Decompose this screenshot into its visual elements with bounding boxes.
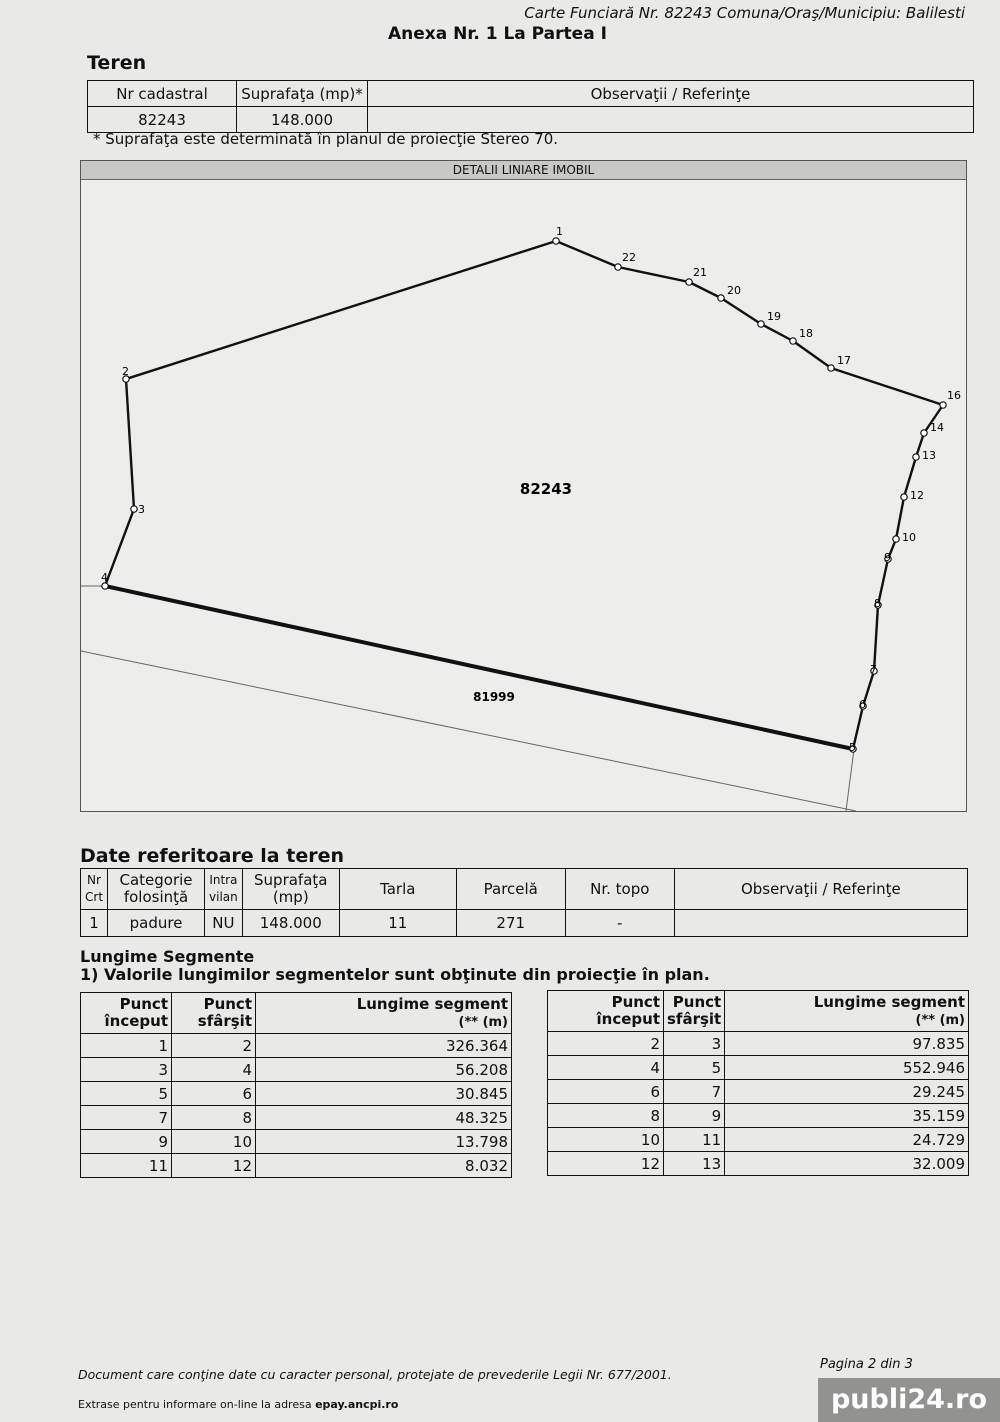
vertex-label: 10 — [902, 531, 916, 544]
plan-drawing — [81, 161, 966, 811]
col-punct-inceput: Punct început — [548, 991, 664, 1032]
segment-length: 48.325 — [256, 1106, 512, 1130]
parcel-plan — [80, 160, 967, 812]
segment-start: 6 — [548, 1080, 664, 1104]
col-lungime-segment: Lungime segment (** (m) — [256, 993, 512, 1034]
segment-length: 35.159 — [725, 1104, 969, 1128]
segment-row — [81, 1034, 512, 1058]
vertex-label: 22 — [622, 251, 636, 264]
personal-data-notice: Document care conţine date cu caracter personal, protejate de prevederile Legii Nr. 677/2001. — [78, 1367, 672, 1382]
vertex-marker — [921, 430, 927, 436]
segment-length: 8.032 — [256, 1154, 512, 1178]
vertex-marker — [718, 295, 724, 301]
vertex-label: 1 — [556, 225, 563, 238]
segment-length: 32.009 — [725, 1152, 969, 1176]
segment-length: 13.798 — [256, 1130, 512, 1154]
vertex-label: 8 — [874, 597, 881, 610]
plan-band-title: DETALII LINIARE IMOBIL — [81, 161, 966, 180]
segment-start: 3 — [81, 1058, 172, 1082]
cell-intravilan: NU — [205, 910, 243, 937]
vertex-label: 20 — [727, 284, 741, 297]
segments-table-left — [80, 992, 512, 1178]
vertex-label: 13 — [922, 449, 936, 462]
segment-end: 12 — [172, 1154, 256, 1178]
cell-observatii-teren — [674, 910, 967, 937]
epay-link[interactable]: epay.ancpi.ro — [315, 1398, 399, 1411]
vertex-label: 5 — [849, 741, 856, 754]
segment-start: 5 — [81, 1082, 172, 1106]
vertex-label: 18 — [799, 327, 813, 340]
segment-start: 1 — [81, 1034, 172, 1058]
vertex-marker — [901, 494, 907, 500]
vertex-marker — [940, 402, 946, 408]
cell-nr-topo: - — [565, 910, 674, 937]
parcel-label: 82243 — [519, 480, 573, 498]
col-punct-sfarsit: Punct sfârşit — [172, 993, 256, 1034]
segment-length: 30.845 — [256, 1082, 512, 1106]
segment-start: 7 — [81, 1106, 172, 1130]
document-header: Carte Funciară Nr. 82243 Comuna/Oraş/Municipiu: Balilesti — [524, 4, 965, 22]
vertex-label: 2 — [122, 365, 129, 378]
segment-start: 12 — [548, 1152, 664, 1176]
vertex-marker — [913, 454, 919, 460]
teren-title: Teren — [87, 52, 147, 74]
neighbor-parcel-label: 81999 — [473, 690, 515, 704]
cell-nr-crt: 1 — [81, 910, 108, 937]
extract-notice: Extrase pentru informare on-line la adresa epay.ancpi.ro — [78, 1398, 399, 1411]
segment-start: 2 — [548, 1032, 664, 1056]
segment-row — [81, 1130, 512, 1154]
col-nr-cadastral: Nr cadastral — [88, 81, 237, 107]
col-observatii-teren: Observaţii / Referinţe — [674, 869, 967, 910]
segment-end: 7 — [664, 1080, 725, 1104]
page-number: Pagina 2 din 3 — [820, 1357, 913, 1372]
segment-row — [548, 1128, 969, 1152]
col-punct-inceput: Punct început — [81, 993, 172, 1034]
segments-title: Lungime Segmente — [80, 947, 255, 966]
segment-length: 97.835 — [725, 1032, 969, 1056]
segments-note: 1) Valorile lungimilor segmentelor sunt obţinute din proiecţie în plan. — [80, 965, 710, 984]
vertex-label: 14 — [930, 421, 944, 434]
col-intravilan: Intra vilan — [205, 869, 243, 910]
col-lungime-segment: Lungime segment (** (m) — [725, 991, 969, 1032]
vertex-label: 7 — [870, 663, 877, 676]
segment-end: 9 — [664, 1104, 725, 1128]
col-categorie: Categorie folosinţă — [108, 869, 205, 910]
vertex-marker — [131, 506, 137, 512]
segment-row — [81, 1154, 512, 1178]
segment-end: 11 — [664, 1128, 725, 1152]
segment-row — [548, 1080, 969, 1104]
vertex-marker — [828, 365, 834, 371]
vertex-label: 16 — [947, 389, 961, 402]
segment-row — [81, 1082, 512, 1106]
cell-categorie: padure — [108, 910, 205, 937]
segment-end: 3 — [664, 1032, 725, 1056]
segment-end: 5 — [664, 1056, 725, 1080]
segment-end: 10 — [172, 1130, 256, 1154]
segment-length: 24.729 — [725, 1128, 969, 1152]
vertex-label: 6 — [859, 698, 866, 711]
date-teren-title: Date referitoare la teren — [80, 845, 344, 867]
vertex-marker — [790, 338, 796, 344]
segment-length: 56.208 — [256, 1058, 512, 1082]
vertex-label: 4 — [101, 571, 108, 584]
segment-row — [548, 1032, 969, 1056]
segment-length: 552.946 — [725, 1056, 969, 1080]
segment-length: 326.364 — [256, 1034, 512, 1058]
cell-tarla: 11 — [339, 910, 456, 937]
segment-row — [548, 1152, 969, 1176]
segment-length: 29.245 — [725, 1080, 969, 1104]
vertex-label: 9 — [884, 551, 891, 564]
vertex-label: 12 — [910, 489, 924, 502]
cell-nr-cadastral: 82243 — [88, 107, 237, 133]
col-nr-topo: Nr. topo — [565, 869, 674, 910]
date-teren-table — [80, 868, 968, 937]
segment-end: 8 — [172, 1106, 256, 1130]
cell-parcela: 271 — [456, 910, 565, 937]
vertex-label: 19 — [767, 310, 781, 323]
segment-row — [81, 1106, 512, 1130]
segment-start: 4 — [548, 1056, 664, 1080]
segment-row — [81, 1058, 512, 1082]
vertex-marker — [758, 321, 764, 327]
col-tarla: Tarla — [339, 869, 456, 910]
col-suprafata: Suprafaţa (mp)* — [237, 81, 368, 107]
vertex-marker — [893, 536, 899, 542]
cell-suprafata-teren: 148.000 — [242, 910, 339, 937]
segment-row — [548, 1056, 969, 1080]
vertex-marker — [553, 238, 559, 244]
segment-row — [548, 1104, 969, 1128]
projection-note: * Suprafaţa este determinată în planul de proiecţie Stereo 70. — [93, 130, 559, 148]
col-observatii: Observaţii / Referinţe — [368, 81, 974, 107]
segment-start: 9 — [81, 1130, 172, 1154]
segment-end: 13 — [664, 1152, 725, 1176]
vertex-marker — [615, 264, 621, 270]
vertex-marker — [686, 279, 692, 285]
vertex-label: 17 — [837, 354, 851, 367]
vertex-label: 3 — [138, 503, 145, 516]
segment-start: 8 — [548, 1104, 664, 1128]
segment-end: 6 — [172, 1082, 256, 1106]
segments-table-right — [547, 990, 969, 1176]
col-parcela: Parcelă — [456, 869, 565, 910]
cell-observatii — [368, 107, 974, 133]
teren-table — [87, 80, 974, 133]
segment-start: 11 — [81, 1154, 172, 1178]
vertex-label: 21 — [693, 266, 707, 279]
segment-end: 4 — [172, 1058, 256, 1082]
publi24-logo: publi24.ro — [818, 1378, 1000, 1422]
cell-suprafata: 148.000 — [237, 107, 368, 133]
segment-start: 10 — [548, 1128, 664, 1152]
col-nr-crt: Nr Crt — [81, 869, 108, 910]
annex-title: Anexa Nr. 1 La Partea I — [388, 24, 607, 44]
segment-end: 2 — [172, 1034, 256, 1058]
col-suprafata-teren: Suprafaţa (mp) — [242, 869, 339, 910]
col-punct-sfarsit: Punct sfârşit — [664, 991, 725, 1032]
